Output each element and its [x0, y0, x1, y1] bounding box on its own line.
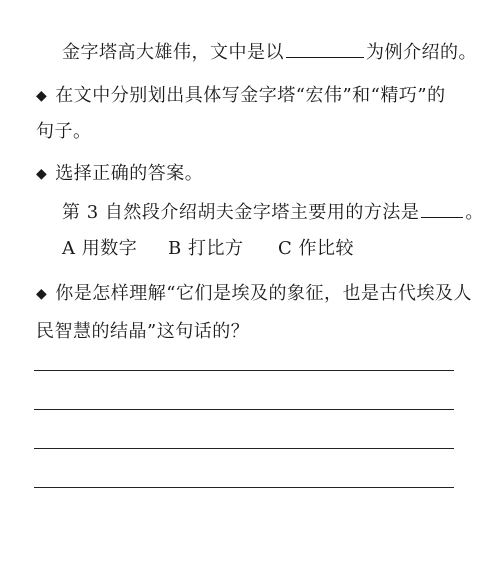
option-c[interactable]: C 作比较 — [278, 238, 354, 259]
question-2-line-1 — [36, 85, 446, 107]
question-3-blank[interactable] — [421, 203, 463, 218]
option-a[interactable]: A 用数字 — [62, 238, 138, 259]
answer-line-4[interactable] — [34, 487, 454, 488]
diamond-bullet-icon: ◆ — [36, 88, 48, 104]
answer-line-1[interactable] — [34, 370, 454, 371]
option-b[interactable]: B 打比方 — [168, 238, 244, 259]
question-3-options — [62, 238, 354, 260]
question-3-stem — [62, 202, 484, 224]
question-2-line-2 — [36, 121, 92, 143]
question-1-text-before: 金字塔高大雄伟，文中是以 — [62, 42, 284, 63]
question-1-blank[interactable] — [286, 43, 364, 58]
question-4-line-1 — [36, 283, 472, 305]
question-1 — [62, 42, 477, 64]
answer-line-2[interactable] — [34, 409, 454, 410]
question-3-stem-end: 。 — [465, 202, 484, 223]
question-3-title-text: 选择正确的答案。 — [55, 163, 204, 184]
question-1-text-after: 为例介绍的。 — [366, 42, 477, 63]
question-2-text-cont: 句子。 — [36, 121, 92, 142]
question-4-text: 你是怎样理解“它们是埃及的象征，也是古代埃及人 — [55, 283, 472, 304]
question-2-text: 在文中分别划出具体写金字塔“宏伟”和“精巧”的 — [55, 85, 446, 106]
diamond-bullet-icon: ◆ — [36, 166, 48, 182]
question-3-stem-text: 第 3 自然段介绍胡夫金字塔主要用的方法是 — [62, 202, 420, 223]
question-3-title — [36, 163, 203, 185]
question-4-line-2 — [36, 321, 249, 343]
diamond-bullet-icon: ◆ — [36, 286, 48, 302]
answer-line-3[interactable] — [34, 448, 454, 449]
question-4-text-cont: 民智慧的结晶”这句话的？ — [36, 321, 250, 342]
